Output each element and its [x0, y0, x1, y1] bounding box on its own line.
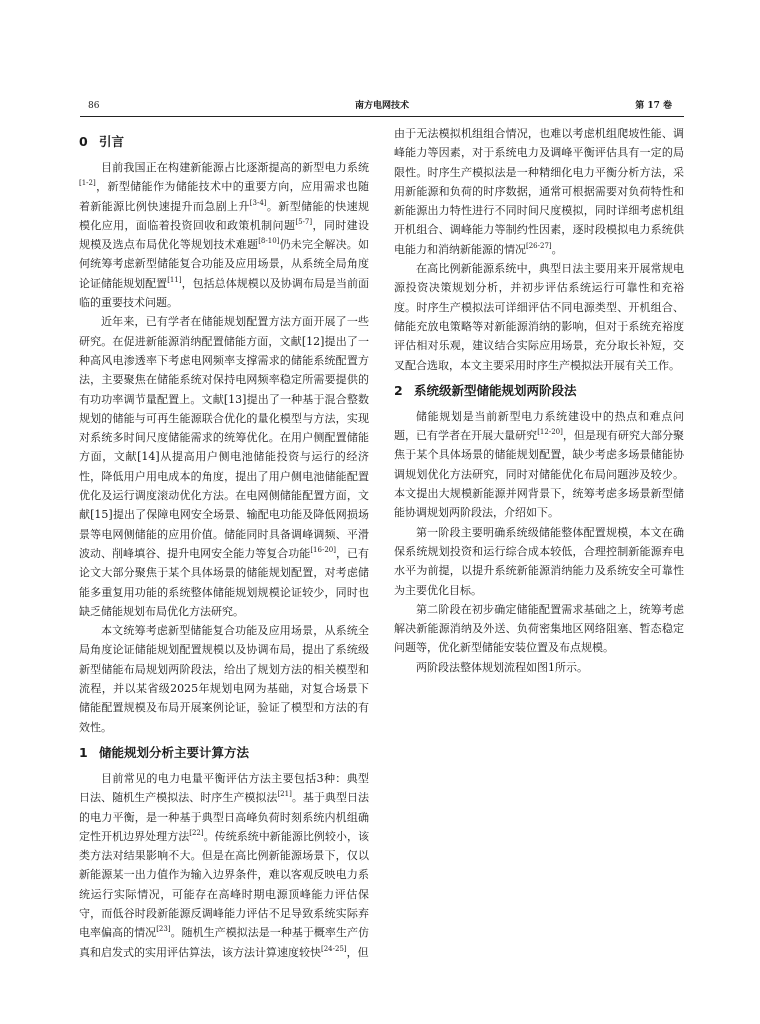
volume-label: 第 17 卷 — [635, 101, 672, 111]
section-2-paragraph-1: 储能规划是当前新型电力系统建设中的热点和难点问题，已有学者在开展大量研究[12-20]，但是现有研究大部分聚焦于某个具体场景的储能规划配置，缺少考虑多场景储能协调规划优化方法研究，同时对储能优化布局问题涉及较少。本文提出大规模新能源并网背景下，统筹考虑多场景新型储能协调规划两阶段法，介绍如下。 — [394, 409, 685, 520]
intro-paragraph-2: 近年来，已有学者在储能规划配置方法方面开展了一些研究。在促进新能源消纳配置储能方面，文献[12]提出了一种高风电渗透率下考虑电网频率支撑需求的储能系统配置方法，主要聚焦在储能系统对保持电网频率稳定所需要提供的有功功率调节量配置上。文献[13]提出了一种基于混合整数规划的储能与可再生能源联合优化的量化模型与方法，实现对系统多时间尺度储能需求的统筹优化。在用户侧配置储能方面，文献[14]从提高用户侧电池储能投资与运行的经济性，降低用户用电成本的角度，提出了用户侧电池储能配置优化及运行调度滚动优化方法。在电网侧储能配置方面，文献[15]提出了保障电网安全场景、输配电功能及降低网损场景等电网侧储能的应用价值。储能同时具备调峰调频、平滑波动、削峰填谷、提升电网安全能力等复合功能[16-20]，已有论文大部分聚焦于某个具体场景的储能规划配置，对考虑储能多重复用功能的系统整体储能规划规模论证较少，同时也缺乏储能规划布局优化方法研究。 — [79, 315, 370, 618]
citation: [11] — [167, 275, 182, 284]
section-1-paragraph-2: 在高比例新能源系统中，典型日法主要用来开展常规电源投资决策规划分析，并初步评估系统运行可靠性和充裕度。时序生产模拟法可详细评估不同电源类型、开机组合、储能充放电策略等对新能源消纳的影响，但对于系统充裕度评估相对乐观，建议结合实际应用场景，充分取长补短，交叉配合选取，本文主要采用时序生产模拟法开展有关工作。 — [394, 262, 684, 372]
citation: [24-25] — [321, 944, 347, 953]
citation: [16-20] — [310, 545, 336, 554]
journal-title: 南方电网技术 — [354, 101, 409, 111]
section-2-title: 系统级新型储能规划两阶段法 — [414, 382, 577, 398]
section-0-number: 0 — [79, 134, 88, 149]
right-column — [394, 124, 684, 677]
section-1-heading — [79, 743, 369, 763]
citation: [3-4] — [249, 198, 267, 207]
citation: [1-2] — [79, 179, 96, 188]
section-1-paragraph-1-continued: 由于无法模拟机组组合情况，也难以考虑机组爬坡性能、调峰能力等因素，对于系统电力及调峰平衡评估具有一定的局限性。时序生产模拟法是一种精细化电力平衡分析方法，采用新能源和负荷的时序数据，通常可根据需要对负荷特性和新能源出力特性进行不同时间尺度模拟，同时详细考虑机组开机组合、调峰能力等制约性因素，逐时段模拟电力系统供电能力和消纳新能源的情况[26-27]。 — [394, 127, 684, 256]
section-2-number: 2 — [394, 382, 403, 398]
section-1-number: 1 — [79, 744, 88, 760]
section-2-paragraph-2: 第一阶段主要明确系统级储能整体配置规模，本文在确保系统规划投资和运行综合成本较低，合理控制新能源弃电水平为前提，以提升系统新能源消纳能力及系统安全可靠性为主要优化目标。 — [394, 525, 684, 597]
section-0-title: 引言 — [99, 134, 125, 149]
section-2-paragraph-4: 两阶段法整体规划流程如图1所示。 — [416, 660, 588, 674]
citation: [23] — [156, 925, 171, 934]
running-header — [80, 98, 684, 114]
section-2-heading — [394, 381, 684, 401]
intro-paragraph-3: 本文统筹考虑新型储能复合功能及应用场景，从系统全局角度论证储能规划配置规模以及协调布局，提出了系统级新型储能布局规划两阶段法，给出了规划方法的相关模型和流程，并以某省级2025年规划电网为基础，对复合场景下储能配置规模及布局开展案例论证，验证了模型和方法的有效性。 — [79, 624, 369, 734]
citation: [26-27] — [526, 241, 552, 250]
section-1-title: 储能规划分析主要计算方法 — [99, 744, 250, 760]
section-0-heading — [79, 132, 369, 152]
section-2-paragraph-3: 第二阶段在初步确定储能配置需求基础之上，统筹考虑解决新能源消纳及外送、负荷密集地区网络阻塞、暂态稳定问题等，优化新型储能安装位置及布点规模。 — [394, 602, 684, 655]
section-1-paragraph-1: 目前常见的电力电量平衡评估方法主要包括3种：典型日法、随机生产模拟法、时序生产模拟法[21]。基于典型日法的电力平衡，是一种基于典型日高峰负荷时刻系统内机组确定性开机边界处理方法[22]。传统系统中新能源比例较小，该类方法对结果影响不大。但是在高比例新能源场景下，仅以新能源某一出力值作为输入边界条件，难以客观反映电力系统运行实际情况，可能存在高峰时期电源顶峰能力评估保守，而低谷时段新能源反调峰能力评估不足导致系统实际弃电率偏高的情况[23]。随机生产模拟法是一种基于概率生产仿真和启发式的实用评估算法，该方法计算速度较快[24-25]，但 — [79, 771, 370, 959]
left-column — [79, 124, 369, 962]
page-number: 86 — [88, 101, 100, 111]
citation: [22] — [189, 828, 204, 837]
citation: [5-7] — [295, 217, 313, 226]
citation: [21] — [277, 790, 292, 799]
intro-paragraph-1: 目前我国正在构建新能源占比逐渐提高的新型电力系统[1-2]，新型储能作为储能技术中的重要方向，应用需求也随着新能源比例快速提升而急剧上升[3-4]。新型储能的快速规模化应用，面临着投资回收和政策机制问题[5-7]，同时建设规模及选点布局优化等规划技术难题[8-10]仍未完全解决。如何统筹考虑新型储能复合功能及应用场景，从系统全局角度论证储能规划配置[11]，包括总体规模以及协调布局是当前面临的重要技术问题。 — [79, 161, 370, 310]
citation: [12-20] — [537, 428, 563, 437]
citation: [8-10] — [258, 237, 280, 246]
header-rule — [80, 116, 684, 117]
